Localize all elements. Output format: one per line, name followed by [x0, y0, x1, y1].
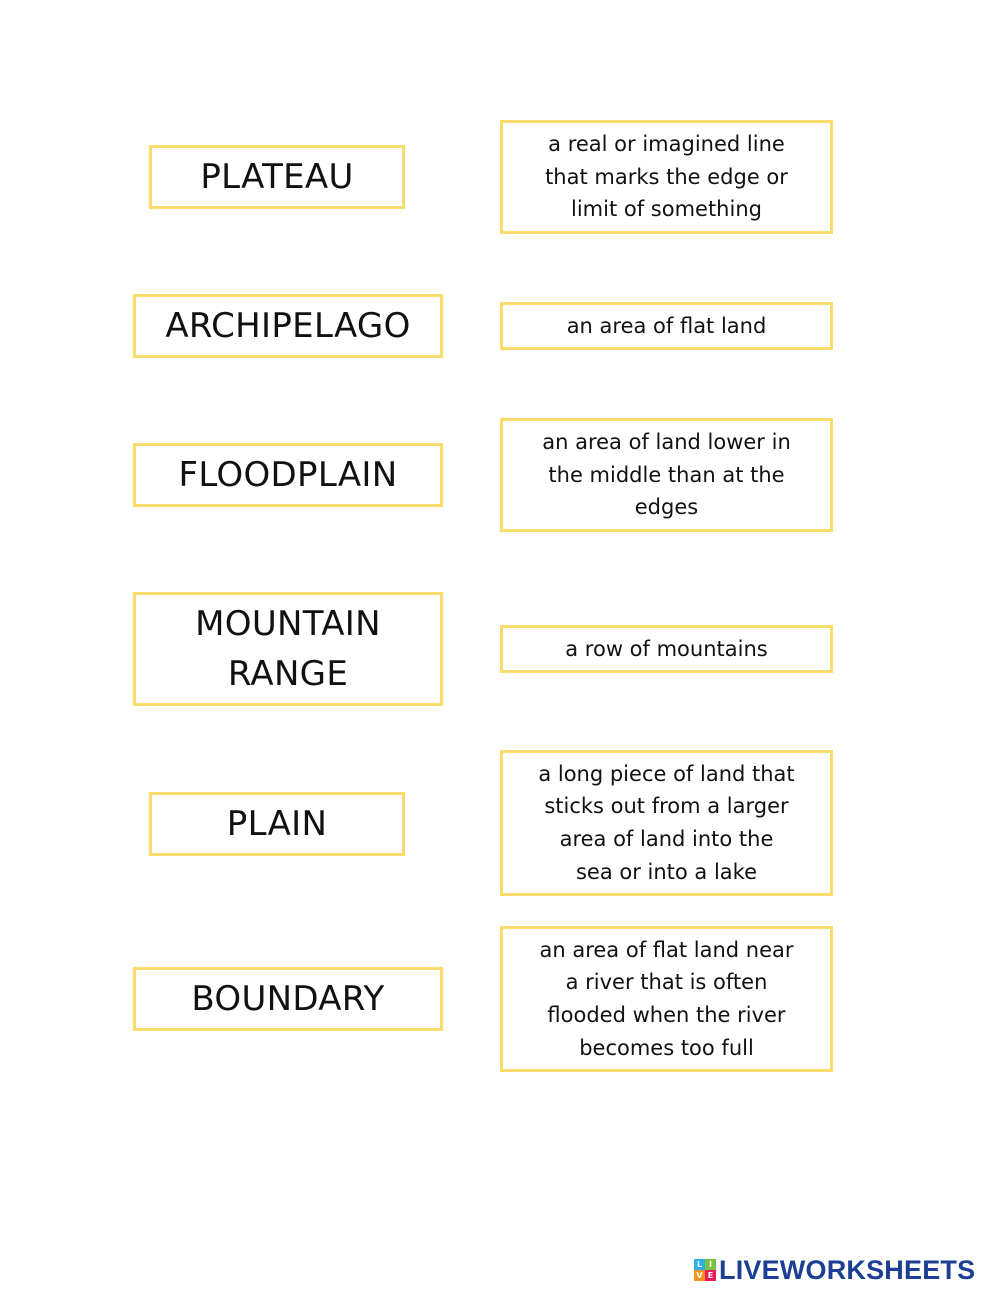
liveworksheets-logo-icon: L I V E	[694, 1259, 716, 1281]
definition-text: a row of mountains	[565, 636, 768, 661]
definition-text: an area of land lower in the middle than at the edges	[542, 430, 791, 520]
term-label: PLATEAU	[200, 157, 354, 197]
liveworksheets-brand	[694, 1256, 975, 1284]
term-card-boundary[interactable]	[133, 967, 443, 1031]
term-card-plateau[interactable]	[149, 145, 405, 209]
term-label: BOUNDARY	[191, 979, 385, 1019]
definition-text: an area of flat land near a river that is often flooded when the river becomes too full	[539, 937, 794, 1060]
term-card-mountain-range[interactable]	[133, 592, 443, 706]
term-card-archipelago[interactable]	[133, 294, 443, 358]
definition-card[interactable]	[500, 302, 833, 350]
definition-card[interactable]	[500, 750, 833, 896]
definition-card[interactable]	[500, 120, 833, 234]
definition-card[interactable]	[500, 625, 833, 673]
definition-card[interactable]	[500, 926, 833, 1072]
brand-name: LIVEWORKSHEETS	[719, 1254, 976, 1285]
definition-text: an area of flat land	[566, 313, 767, 338]
term-label: MOUNTAIN RANGE	[195, 604, 381, 694]
term-label: FLOODPLAIN	[178, 455, 398, 495]
term-label: PLAIN	[226, 804, 328, 844]
definition-card[interactable]	[500, 418, 833, 532]
definition-text: a real or imagined line that marks the edge or limit of something	[545, 132, 788, 222]
definition-text: a long piece of land that sticks out from a larger area of land into the sea or into a lake	[538, 761, 795, 884]
term-label: ARCHIPELAGO	[165, 306, 411, 346]
term-card-plain[interactable]	[149, 792, 405, 856]
term-card-floodplain[interactable]	[133, 443, 443, 507]
